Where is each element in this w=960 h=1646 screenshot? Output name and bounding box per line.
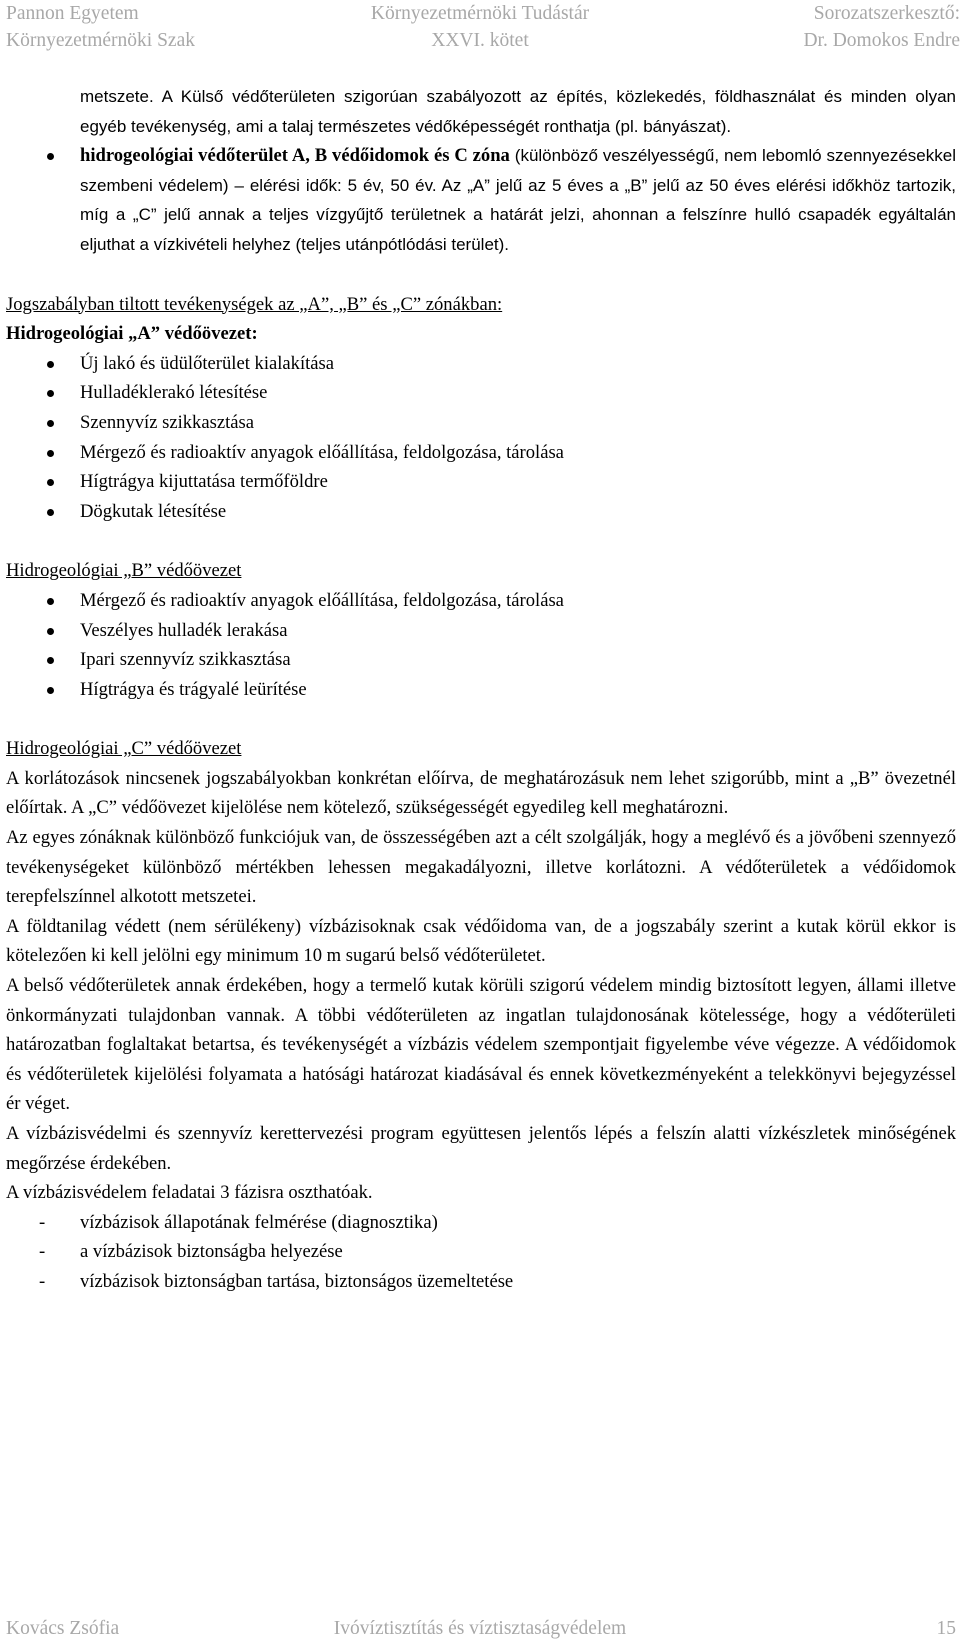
- header-series: Környezetmérnöki Tudástár: [370, 3, 590, 24]
- list-item: Hígtrágya és trágyalé leürítése: [6, 675, 956, 705]
- header-editor-label: Sorozatszerkesztő:: [813, 3, 960, 24]
- bullet-icon: [47, 153, 54, 160]
- bullet-sans-text: (különböző veszélyességű, nem lebomló szennyezésekkel szembeni védelem) – elérési idők: 5 év, 50 év.: [80, 146, 956, 195]
- bullet-rest-text: Az „A” jelű az 5 éves a „B” jelű az 50 éves elérési időkhöz tartozik, míg a „C” jelű annak a teljes vízgyűjtő területnek a határát jelzi, ahonnan a felszínre hulló csapadék egyáltalán eljuthat a vízkivételi helyhez (teljes utánpótlódási terület).: [80, 175, 956, 254]
- list-item: Mérgező és radioaktív anyagok előállítása, feldolgozása, tárolása: [6, 586, 956, 616]
- bullet-icon: [47, 657, 54, 664]
- section-a-subheading: Hidrogeológiai „A” védőövezet:: [6, 323, 258, 345]
- phase-list: [6, 1208, 956, 1297]
- list-item: - vízbázisok állapotának felmérése (diagnosztika): [6, 1208, 956, 1238]
- paragraph: A vízbázisvédelmi és szennyvíz kerettervezési program együttesen jelentős lépés a felszín alatti vízkészletek minőségének megőrzése érdekében.: [6, 1123, 956, 1174]
- header-volume: XXVI. kötet: [431, 30, 529, 51]
- header-program: Környezetmérnöki Szak: [6, 30, 195, 51]
- list-item: Szennyvíz szikkasztása: [6, 408, 956, 438]
- bullet-icon: [47, 479, 54, 486]
- dash-marker: -: [39, 1241, 46, 1263]
- bullet-icon: [47, 598, 54, 605]
- dash-marker: -: [39, 1211, 46, 1233]
- bullet-icon: [47, 450, 54, 457]
- list-item: Veszélyes hulladék lerakása: [6, 616, 956, 646]
- bullet-icon: [47, 687, 54, 694]
- section-b-heading: Hidrogeológiai „B” védőövezet: [6, 560, 242, 582]
- paragraph: A belső védőterületek annak érdekében, hogy a termelő kutak körüli szigorú védelem mindig biztosított legyen, állami illetve önkormányzati tulajdonban vannak. A többi védőterületen az ingatlan tulajdonosának kötelessége, hogy a védőterületi határozatban foglaltakat betartsa, és tevékenységét a vízbázis védelem szempontjait figyelembe véve végezze. A védőidomok és védőterületek kijelölési folyamata a hatósági határozat kiadásával és ennek következményeként a telekkönyvi bejegyzéssel ér véget.: [6, 975, 956, 1115]
- list-item: Dögkutak létesítése: [6, 497, 956, 527]
- hydrogeological-bullet: [6, 141, 956, 259]
- bullet-icon: [47, 628, 54, 635]
- page-header: [0, 0, 960, 56]
- list-item: Mérgező és radioaktív anyagok előállítása, feldolgozása, tárolása: [6, 438, 956, 468]
- section-a-list: [6, 349, 956, 527]
- list-item: Ipari szennyvíz szikkasztása: [6, 645, 956, 675]
- intro-continuation: metszete. A Külső védőterületen szigorúan szabályozott az építés, közlekedés, földhasználat és minden olyan egyéb tevékenység, ami a talaj természetes védőképességét ronthatja (pl. bányászat).: [80, 87, 956, 136]
- dash-marker: -: [39, 1270, 46, 1292]
- footer-title: Ivóvíztisztítás és víztisztaságvédelem: [333, 1618, 627, 1639]
- section-a-heading: Jogszabályban tiltott tevékenységek az „A”, „B” és „C” zónákban:: [6, 293, 503, 315]
- paragraph: A korlátozások nincsenek jogszabályokban konkrétan előírva, de meghatározásuk nem lehet szigorúbb, mint a „B” övezetnél előírtak. A „C” védőövezet kijelölése nem kötelező, szükségességét egyedileg kell meghatározni.: [6, 767, 956, 819]
- page-number: 15: [936, 1618, 956, 1639]
- header-editor-name: Dr. Domokos Endre: [803, 30, 960, 51]
- paragraph: A vízbázisvédelem feladatai 3 fázisra oszthatóak.: [6, 1182, 373, 1204]
- list-item: Új lakó és üdülőterület kialakítása: [6, 349, 956, 379]
- bullet-bold-text: hidrogeológiai védőterület A, B védőidomok és C zóna: [80, 145, 510, 167]
- bullet-icon: [47, 390, 54, 397]
- header-right: [803, 0, 960, 54]
- bullet-icon: [47, 420, 54, 427]
- page-footer: [0, 1616, 960, 1646]
- section-c-heading: Hidrogeológiai „C” védőövezet: [6, 738, 242, 760]
- footer-author: Kovács Zsófia: [6, 1618, 120, 1639]
- list-item: Hulladéklerakó létesítése: [6, 378, 956, 408]
- section-b-list: [6, 586, 956, 704]
- bullet-icon: [47, 509, 54, 516]
- header-university: Pannon Egyetem: [6, 3, 139, 24]
- page-content: [6, 82, 956, 1297]
- list-item: - vízbázisok biztonságban tartása, biztonságos üzemeltetése: [6, 1267, 956, 1297]
- bullet-icon: [47, 361, 54, 368]
- paragraph: Az egyes zónáknak különböző funkciójuk van, de összességében azt a célt szolgálják, hogy a meglévő és a jövőbeni szennyező tevékenységeket különböző mértékben lehessen megakadályozni, illetve korlátozni. A védőterületek a védőidomok terepfelszínnel alkotott metszetei.: [6, 827, 956, 908]
- list-item: - a vízbázisok biztonságba helyezése: [6, 1237, 956, 1267]
- paragraph: A földtanilag védett (nem sérülékeny) vízbázisoknak csak védőidoma van, de a jogszabály szerint a kutak körül ekkor is kötelezően ki kell jelölni egy minimum 10 m sugarú belső védőterületet.: [6, 915, 956, 967]
- list-item: Hígtrágya kijuttatása termőföldre: [6, 467, 956, 497]
